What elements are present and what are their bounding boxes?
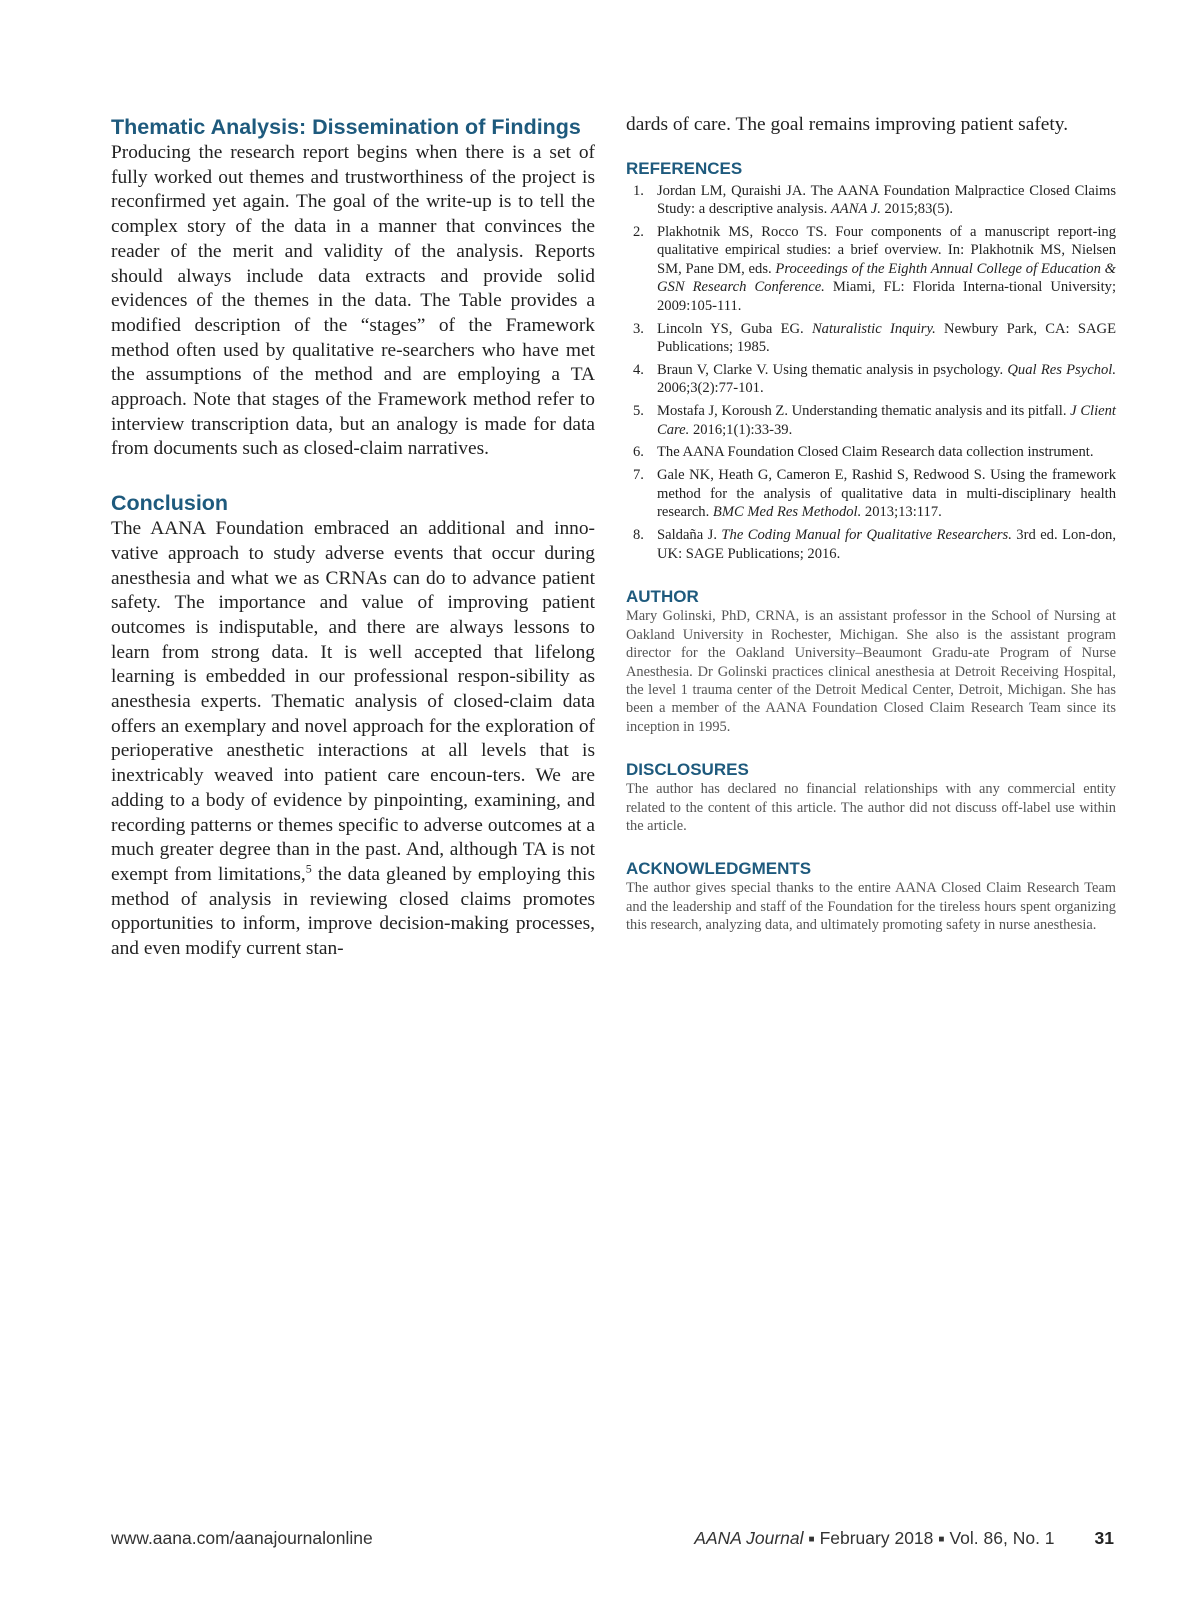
reference-number: 4. xyxy=(633,361,644,378)
reference-number: 2. xyxy=(633,224,644,241)
author-bio: Mary Golinski, PhD, CRNA, is an assistant professor in the School of Nursing at Oakland University in Rochester, Michigan. She also is the assistant program director for the Oakland University–Beaumont Gradu-ate Program of Nurse Anesthesia. Dr Golinski practices clinical anesthesia at Detroit Receiving Hospital, the level 1 trauma center of the Detroit Medical Center, Detroit, Michigan. She has been a member of the AANA Foundation Closed Claim Research Team since its inception in 1995. xyxy=(626,608,1116,735)
reference-text: Lincoln YS, Guba EG. xyxy=(657,320,812,337)
thematic-analysis-heading: Thematic Analysis: Dissemination of Findings xyxy=(111,115,581,139)
reference-text: Gale NK, Heath G, Cameron E, Rashid S, Redwood S. Using the framework method for the analysis of qualitative data in multi-disciplinary health research. xyxy=(657,467,1116,521)
reference-number: 6. xyxy=(633,444,644,461)
reference-journal: Proceedings of the Eighth Annual College of Education & GSN Research Conference. xyxy=(657,260,1116,296)
reference-details: 2013;13:117. xyxy=(861,504,942,521)
reference-details: Miami, FL: Florida Interna-tional University; 2009:105-111. xyxy=(657,279,1116,314)
footer-url[interactable]: www.aana.com/aanajournalonline xyxy=(111,1528,373,1548)
reference-superscript: 5 xyxy=(305,861,312,876)
references-list xyxy=(626,182,1116,563)
author-heading: AUTHOR xyxy=(626,587,699,607)
reference-item xyxy=(626,320,1116,357)
square-bullet-icon: ■ xyxy=(808,1534,815,1545)
footer-citation xyxy=(694,1528,1114,1552)
reference-journal: J Client Care. xyxy=(657,403,1116,438)
footer-journal-name: AANA Journal xyxy=(694,1528,804,1548)
page-number: 31 xyxy=(1094,1528,1114,1548)
references-heading: REFERENCES xyxy=(626,158,743,178)
reference-item xyxy=(626,466,1116,521)
reference-details: 2015;83(5). xyxy=(880,201,954,218)
reference-journal: The Coding Manual for Qualitative Researchers. xyxy=(721,527,1012,544)
reference-journal: AANA J. xyxy=(830,201,881,218)
acknowledgments-heading: ACKNOWLEDGMENTS xyxy=(626,859,812,879)
reference-item xyxy=(626,182,1116,219)
reference-number: 3. xyxy=(633,320,644,337)
conclusion-paragraph xyxy=(111,517,595,962)
reference-item xyxy=(626,443,1116,461)
thematic-analysis-paragraph: Producing the research report begins when there is a set of fully worked out themes and trustworthiness of the project is reconfirmed yet again. The goal of the write-up is to tell the complex story of the data in a manner that convinces the reader of the merit and validity of the analysis. Reports should always include data extracts and provide solid evidences of the themes in the data. The Table provides a modified description of the “stages” of the Framework method often used by qualitative re-searchers who have met the assumptions of the method and are employing a TA approach. Note that stages of the Framework method refer to interview transcription data, but an analogy is made for data from documents such as closed-claim narratives. xyxy=(111,142,595,460)
disclosures-heading: DISCLOSURES xyxy=(626,760,749,780)
reference-item xyxy=(626,402,1116,439)
footer-date: February 2018 xyxy=(819,1528,934,1548)
reference-number: 7. xyxy=(633,467,644,484)
reference-details: 2016;1(1):33-39. xyxy=(689,421,793,438)
square-bullet-icon: ■ xyxy=(938,1534,945,1545)
reference-text: Braun V, Clarke V. Using thematic analysis in psychology. xyxy=(657,361,1008,378)
reference-number: 5. xyxy=(633,403,644,420)
reference-journal: Naturalistic Inquiry. xyxy=(811,320,936,337)
continuation-text: dards of care. The goal remains improving patient safety. xyxy=(626,114,1069,135)
conclusion-text-part-1: The AANA Foundation embraced an additional and inno-vative approach to study adverse events that occur during anesthesia and what we as CRNAs can do to advance patient safety. The importance and value of improving patient outcomes is indisputable, and there are always lessons to learn from strong data. It is well accepted that lifelong learning is embedded in our professional respon-sibility as anesthesia experts. Thematic analysis of closed-claim data offers an exemplary and novel approach for the exploration of perioperative anesthetic interactions at all levels that is inextricably weaved into patient care encoun-ters. We are adding to a body of evidence by pinpointing, examining, and recording patterns or themes specific to adverse outcomes at a much greater degree than in the past. And, although TA is not exempt from limitations, xyxy=(111,518,595,885)
reference-text: Plakhotnik MS, Rocco TS. Four components of a manuscript report-ing qualitative empirical studies: a brief overview. In: Plakhotnik MS, Nielsen SM, Pane DM, eds. xyxy=(657,224,1116,277)
reference-item xyxy=(626,223,1116,315)
reference-text: Saldaña J. xyxy=(657,527,722,544)
right-column xyxy=(626,113,1116,935)
reference-text: Jordan LM, Quraishi JA. The AANA Foundation Malpractice Closed Claims Study: a descriptive analysis. xyxy=(657,182,1116,218)
reference-details: Newbury Park, CA: SAGE Publications; 1985. xyxy=(657,320,1116,355)
left-column xyxy=(111,113,595,962)
reference-journal: Qual Res Psychol. xyxy=(1007,361,1116,378)
conclusion-text-part-2: the data gleaned by employing this method of analysis in reviewing closed claims promotes opportunities to inform, improve decision-making processes, and even modify current stan- xyxy=(111,863,595,960)
reference-details: 3rd ed. Lon-don, UK: SAGE Publications; 2016. xyxy=(657,527,1116,562)
reference-text: Mostafa J, Koroush Z. Understanding thematic analysis and its pitfall. xyxy=(657,403,1071,420)
reference-item xyxy=(626,526,1116,563)
reference-number: 1. xyxy=(633,182,644,199)
reference-journal: BMC Med Res Methodol. xyxy=(712,504,862,521)
reference-details: 2006;3(2):77-101. xyxy=(657,380,764,397)
acknowledgments-text: The author gives special thanks to the entire AANA Closed Claim Research Team and the leadership and staff of the Foundation for the tireless hours spent organizing this research, analyzing data, and ultimately promoting safety in nurse anesthesia. xyxy=(626,880,1116,934)
conclusion-heading: Conclusion xyxy=(111,491,229,516)
reference-text: The AANA Foundation Closed Claim Research data collection instrument. xyxy=(657,444,1094,461)
reference-item xyxy=(626,361,1116,398)
disclosures-text: The author has declared no financial relationships with any commercial entity related to the content of this article. The author did not discuss off-label use within the article. xyxy=(626,781,1116,835)
reference-number: 8. xyxy=(633,527,644,544)
footer-volume: Vol. 86, No. 1 xyxy=(949,1528,1055,1548)
